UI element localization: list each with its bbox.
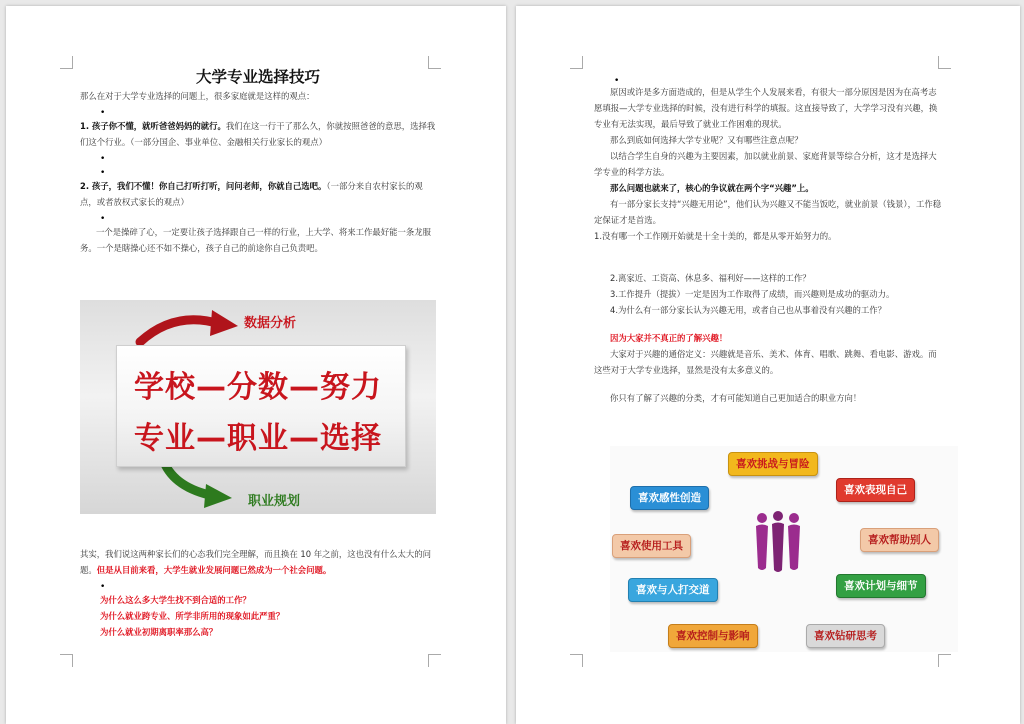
crop-mark [938,654,951,667]
crop-mark [938,56,951,69]
tag-challenge-adventure: 喜欢挑战与冒险 [728,452,818,476]
bullet [80,104,436,118]
document-page-1 [6,6,506,724]
tag-self-expression: 喜欢表现自己 [836,478,915,502]
bullet [80,578,436,592]
bullet [594,72,944,84]
parent-view-1-bold: 1. 孩子你不懂，就听爸爸妈妈的就行。 [80,121,226,131]
banner-line-2: 专业—职业—选择 [134,421,382,456]
tag-emotional-creation: 喜欢感性创造 [630,486,709,510]
tag-planning-detail: 喜欢计划与细节 [836,574,926,598]
tag-deal-with-people: 喜欢与人打交道 [628,578,718,602]
tag-control-influence: 喜欢控制与影响 [668,624,758,648]
people-figure-icon [750,510,806,578]
parent-view-2 [80,178,436,210]
cause-paragraph: 原因或许是多方面造成的，但是从学生个人发展来看，有很大一部分原因是因为在高考志愿填报—大学专业选择的时候，没有进行科学的填报。这直接导致了，大学学习没有兴趣，换专业有无法实现，最后导致了就业工作困难的现状。 [594,87,938,129]
interest-classification-note: 你只有了解了兴趣的分类，才有可能知道自己更加适合的职业方向！ [610,393,862,403]
bullet [80,150,436,164]
career-planning-label: 职业规划 [248,494,301,509]
parent-view-2-bold: 2. 孩子，我们不懂！你自己打听打听，问问老师，你就自己选吧。 [80,181,327,191]
question-3: 为什么就业初期离职率那么高？ [100,627,218,637]
conclusion-red-text: 但是从目前来看，大学生就业发展问题已然成为一个社会问题。 [96,565,332,575]
reason-list-1: 1.没有哪一个工作刚开始就是十全十美的，都是从零开始努力的。 [594,231,837,241]
reason-list-3: 3.工作提升（提拔）一定是因为工作取得了成绩，而兴趣则是成功的驱动力。 [610,289,895,299]
conclusion-text: 其实，我们说这两种家长们的心态我们完全理解，而且换在 10 年之前，这也没有什么太大的问题。 [80,549,431,575]
reason-list-2: 2.离家近、工资高、休息多、福利好——这样的工作？ [610,273,811,283]
banner-line-1: 学校—分数—努力 [134,370,382,405]
page-1-body-bottom [80,546,436,640]
conclusion-paragraph [80,546,436,578]
bullet [80,164,436,178]
question-1: 为什么这么多大学生找不到合适的工作？ [100,595,251,605]
crop-mark [428,654,441,667]
tag-help-others: 喜欢帮助别人 [860,528,939,552]
crop-mark [570,56,583,69]
interest-controversy: 那么问题也就来了，核心的争议就在两个字“兴趣”上。 [610,183,814,193]
method-paragraph: 以结合学生自身的兴趣为主要因素，加以就业前景、家庭背景等综合分析，这才是选择大学专业的科学方法。 [594,151,937,177]
parent-view-1 [80,118,436,150]
school-score-effort-banner [80,300,436,514]
crop-mark [60,654,73,667]
red-heading: 因为大家并不真正的了解兴趣！ [610,333,728,343]
parent-view-2-text: （一部分来自农村家长的观点，或者放权式家长的观点） [80,181,423,207]
summary-paragraph: 一个是操碎了心，一定要让孩子选择跟自己一样的行业，上大学、将来工作最好能一条龙服务。一个是瞎操心还不如不操心，孩子自己的前途你自己负责吧。 [80,227,431,253]
tag-research-thinking: 喜欢钻研思考 [806,624,885,648]
page-2-body [594,72,944,406]
interest-types-diagram [610,446,958,652]
question-2: 为什么就业跨专业、所学非所用的现象如此严重？ [100,611,285,621]
document-page-2 [516,6,1020,724]
page-1-body [80,66,436,256]
reason-list-4: 4.为什么有一部分家长认为兴趣无用，或者自己也从事着没有兴趣的工作？ [610,305,886,315]
tag-use-tools: 喜欢使用工具 [612,534,691,558]
parent-view-1-text: 我们在这一行干了那么久，你就按照爸爸的意思，选择我们这个行业。（一部分国企、事业单位、金融相关行业家长的观点） [80,121,436,147]
bullet [80,210,436,224]
crop-mark [570,654,583,667]
interest-useless-view: 有一部分家长支持“兴趣无用论”，他们认为兴趣又不能当饭吃，就业前景（钱景），工作稳定保证才是首选。 [594,199,942,225]
question-paragraph: 那么到底如何选择大学专业呢？又有哪些注意点呢？ [610,135,803,145]
interest-definition: 大家对于兴趣的通俗定义：兴趣就是音乐、美术、体育、唱歌、跳舞、看电影、游戏。而这些对于大学专业选择，显然是没有太多意义的。 [594,349,937,375]
intro-paragraph: 那么在对于大学专业选择的问题上，很多家庭就是这样的观点： [80,91,315,101]
document-title: 大学专业选择技巧 [195,67,320,86]
crop-mark [60,56,73,69]
data-analysis-label: 数据分析 [244,316,297,331]
